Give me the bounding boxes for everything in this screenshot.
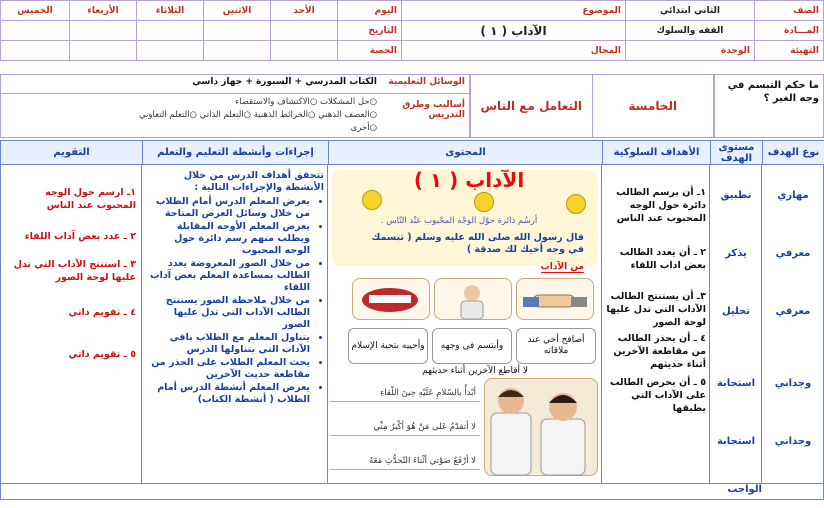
grade-label: الصف — [755, 1, 824, 21]
intro-label: التهيئة — [755, 41, 824, 61]
goal-level-2: يذكر — [725, 248, 747, 259]
day-3: الثلاثاء — [137, 1, 204, 21]
procedure-item-4: • من خلال ملاحظة الصور يستنتج الطالب الآداب التي تدل عليها الصور — [146, 295, 310, 331]
sep-4 — [327, 165, 328, 483]
subject-value: الفقه والسلوك — [626, 21, 755, 41]
day-4: الأربعاء — [70, 1, 137, 21]
methods-label: أساليب وطرق التدريس — [402, 100, 465, 120]
goal-type-4: وجداني — [774, 378, 812, 389]
day-label: اليوم — [338, 1, 402, 21]
rule-line-2: لا أتقدّمُ عَلى مَنْ هُوَ أكْبرُ مِنِّي — [330, 418, 480, 436]
aids-label: الوسائل التعليمية — [388, 77, 465, 87]
homework-label: الواجب — [727, 484, 762, 495]
procedure-item-5: • يتناول المعلم مع الطلاب باقي الآداب التي يتناولها الدرس — [146, 332, 310, 356]
goal-level-1: تطبيق — [720, 190, 752, 201]
goal-level-4: استجابة — [716, 378, 756, 389]
aids-value: الكتاب المدرسي + السبورة + جهاز داسي — [192, 77, 377, 87]
topic-value: الآداب ( ١ ) — [402, 21, 626, 41]
goal-type-2: معرفي — [775, 248, 811, 259]
col-goal-type: نوع الهدف — [762, 141, 824, 165]
day-1: الأحد — [271, 1, 338, 21]
col-content: المحتوى — [328, 141, 602, 165]
method-line-2: ○العصف الذهني ○الخرائط الذهنية ○التعلم الذاتي ○التعلم التعاوني — [138, 110, 377, 120]
methods-list — [1, 94, 381, 138]
grade-value: الثاني ابتدائي — [626, 1, 755, 21]
card-smile: وأبتسم في وجهه — [432, 328, 512, 364]
evaluation-5: ٥ ـ تقويم ذاتي — [68, 349, 136, 360]
aids-methods-box — [0, 74, 470, 138]
smiling-face-icon — [566, 194, 586, 214]
col-evaluation: التقويم — [1, 141, 142, 165]
two-boys-image — [484, 378, 598, 476]
person-greeting-image — [434, 278, 512, 320]
method-line-1: ○حل المشكلات ○الاكتشاف والاستقصاء — [235, 97, 377, 107]
evaluation-1: ١ـ ارسم حول الوجه المحبوب عند الناس — [45, 187, 136, 211]
subject-label: المـــادة — [755, 21, 824, 41]
content-instruction: أرسُم دائرة حوْل الوجْه المحْبوب عنْد النّاس . — [380, 216, 538, 226]
col-goal-level: مستوى الهدف — [710, 141, 762, 165]
content-title: الآداب ( ١ ) — [413, 168, 525, 192]
period-label: الحصة — [338, 41, 402, 61]
date-label: التاريخ — [338, 21, 402, 41]
procedure-item-7: • يعرض المعلم أنشطة الدرس أمام الطلاب ( أنشطة الكتاب) — [146, 382, 310, 406]
unit-value: الخامسة — [628, 99, 678, 113]
sep-5 — [141, 165, 142, 483]
procedure-item-2: • يعرض المعلم الأوجه المقابلة ويطلب منهم رسم دائرة حول الوجه المحبوب — [146, 221, 310, 257]
goal-type-5: وجداني — [774, 436, 812, 447]
col-procedures: إجراءات وأنشطة التعليم والتعلم — [142, 141, 328, 165]
content-subtitle: لا أقاطع الآخرين أثناء حديثهم — [422, 366, 528, 376]
unit-label: الوحدة — [626, 41, 755, 61]
rule-line-3: لا أرْفَعُ صَوْتي أثْناءَ التّحدُّثِ مَعَهُ — [330, 452, 480, 470]
evaluation-2: ٢ ـ عدد بعض آداب اللقاء — [24, 231, 136, 242]
smiling-mouth-image — [352, 278, 430, 320]
field-value: التعامل مع الناس — [471, 75, 593, 137]
procedure-item-6: • يحث المعلم الطلاب على الحذر من مقاطعة حديث الآخرين — [146, 357, 310, 381]
field-label: المجال — [402, 41, 626, 61]
header-table — [0, 0, 824, 61]
evaluation-3: ٣ ـ استنتج الآداب التي تدل عليها لوحة الصور — [13, 259, 136, 283]
procedures-intro: تتحقق أهداف الدرس من خلال الأنشطة والإجراءات التالية : — [183, 170, 324, 193]
neutral-face-icon — [474, 192, 494, 212]
content-hadith: قال رسول الله صلى الله عليه وسلم ( تبسمك في وجه أخيك لك صدقة ) — [371, 232, 584, 255]
objective-1: ١ـ أن يرسم الطالب دائرة حول الوجه المحبوب عند الناس — [616, 187, 706, 224]
goal-level-5: استجابة — [716, 436, 756, 447]
objective-4: ٤ ـ أن يحذر الطالب من مقاطعة الآخرين أثناء حديثهم — [613, 333, 706, 370]
card-greeting: وأحييه بتحية الإسلام — [348, 328, 428, 364]
objective-5: ٥ ـ أن يحرص الطالب على الآداب التي يطبقها — [609, 377, 706, 414]
sep-3 — [601, 165, 602, 483]
homework-separator — [0, 483, 824, 484]
rule-line-1: أبْدأُ بالسّلامِ عَلَيْهِ حِينَ اللّقاءِ — [330, 384, 480, 402]
col-objectives: الأهداف السلوكية — [602, 141, 710, 165]
evaluation-4: ٤ ـ تقويم ذاتي — [68, 307, 136, 318]
unit-field-box — [470, 74, 714, 138]
objective-2: ٢ ـ أن يعدد الطالب بعض اداب اللقاء — [619, 247, 706, 271]
topic-label: الموضوع — [402, 1, 626, 21]
sad-face-icon — [362, 190, 382, 210]
content-from-adab: من الآداب — [540, 262, 584, 272]
handshake-image — [516, 278, 594, 320]
day-5: الخميس — [1, 1, 70, 21]
procedures-box — [146, 170, 324, 407]
procedure-item-3: • من خلال الصور المعروضة يعدد الطالب بمساعدة المعلم بعض آداب اللقاء — [146, 258, 310, 294]
intro-question: ما حكم التبسم في وجه الغير ؟ — [714, 74, 824, 138]
goal-level-3: تحليل — [721, 306, 751, 317]
goal-type-1: مهاري — [777, 190, 809, 201]
card-shake-hands: أصافح أخي عند ملاقاته — [516, 328, 596, 364]
method-line-3: ○أخرى — [350, 123, 377, 133]
goal-type-3: معرفي — [775, 306, 811, 317]
procedure-item-1: • يعرض المعلم الدرس أمام الطلاب من خلال وسائل العرض المتاحة — [146, 196, 310, 220]
objective-3: ٣ـ أن يستنتج الطالب الآداب التي تدل عليها لوحة الصور — [606, 291, 706, 328]
day-2: الاثنين — [204, 1, 271, 21]
